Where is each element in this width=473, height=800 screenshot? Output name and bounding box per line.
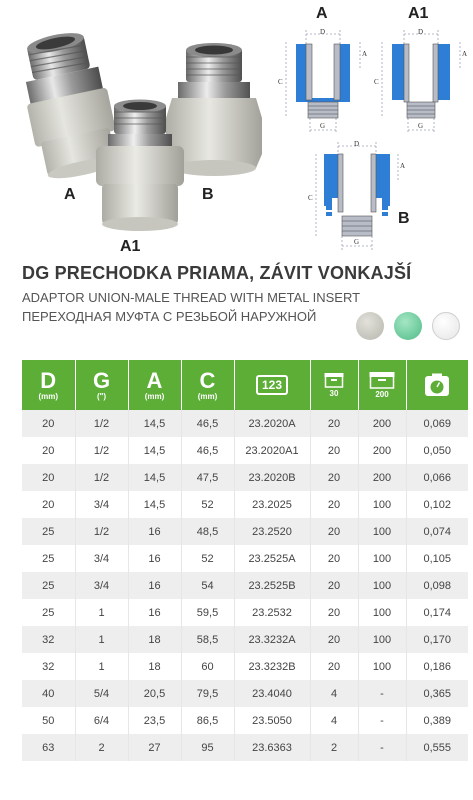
svg-text:G: G: [320, 122, 326, 130]
table-cell: 63: [22, 734, 75, 761]
table-cell: 0,555: [406, 734, 468, 761]
table-cell: 3/4: [75, 491, 128, 518]
fitting-photo-a1: [84, 96, 194, 236]
table-cell: -: [358, 734, 406, 761]
table-cell: 200: [358, 437, 406, 464]
table-cell: 3/4: [75, 545, 128, 572]
table-cell: 20: [310, 626, 358, 653]
color-swatch-green: [394, 312, 422, 340]
drawing-label-b: B: [398, 210, 410, 227]
table-cell: 0,389: [406, 707, 468, 734]
svg-text:C: C: [308, 194, 313, 202]
technical-drawing-a1: [374, 26, 469, 143]
table-cell: 20: [22, 410, 75, 437]
table-row: [22, 464, 468, 491]
table-cell: 20: [310, 545, 358, 572]
header-code: [234, 360, 310, 410]
table-cell: 52: [181, 545, 234, 572]
svg-text:A: A: [400, 162, 406, 170]
table-cell: 2: [310, 734, 358, 761]
table-cell: 6/4: [75, 707, 128, 734]
table-row: [22, 410, 468, 437]
table-cell: 200: [358, 464, 406, 491]
table-cell: 54: [181, 572, 234, 599]
header-a: A (mm): [128, 360, 181, 410]
table-cell: 0,098: [406, 572, 468, 599]
product-subtitle-russian: ПЕРЕХОДНАЯ МУФТА С РЕЗЬБОЙ НАРУЖНОЙ: [22, 309, 317, 324]
table-cell: 14,5: [128, 491, 181, 518]
table-row: [22, 518, 468, 545]
table-cell: 25: [22, 545, 75, 572]
table-cell: 40: [22, 680, 75, 707]
drawing-label-a1: A1: [408, 5, 429, 22]
photo-label-a1: A1: [120, 238, 141, 255]
table-cell: 23.6363: [234, 734, 310, 761]
table-header-row: [22, 360, 468, 410]
svg-text:A: A: [362, 50, 368, 58]
table-cell: 0,069: [406, 410, 468, 437]
header-weight: [406, 360, 468, 410]
table-cell: 20: [310, 464, 358, 491]
table-cell: 46,5: [181, 437, 234, 464]
color-swatches: [356, 312, 468, 342]
table-cell: 200: [358, 410, 406, 437]
table-cell: 59,5: [181, 599, 234, 626]
table-cell: 16: [128, 545, 181, 572]
code-badge-icon: 123: [256, 375, 288, 395]
table-cell: 20: [310, 410, 358, 437]
table-cell: 0,066: [406, 464, 468, 491]
table-row: [22, 437, 468, 464]
small-box-icon: [324, 372, 344, 388]
table-cell: 0,170: [406, 626, 468, 653]
table-cell: 100: [358, 545, 406, 572]
svg-text:G: G: [354, 238, 360, 246]
table-cell: 32: [22, 626, 75, 653]
table-cell: 14,5: [128, 410, 181, 437]
table-cell: 100: [358, 491, 406, 518]
table-cell: 1/2: [75, 518, 128, 545]
table-cell: 23,5: [128, 707, 181, 734]
photo-label-a: A: [64, 186, 76, 203]
svg-text:D: D: [354, 140, 360, 148]
table-cell: 27: [128, 734, 181, 761]
table-row: [22, 491, 468, 518]
table-cell: 23.2525A: [234, 545, 310, 572]
svg-text:C: C: [278, 78, 283, 86]
table-cell: 20: [22, 464, 75, 491]
dim-d-text: D: [320, 28, 326, 36]
table-cell: 0,050: [406, 437, 468, 464]
svg-text:D: D: [418, 28, 424, 36]
table-cell: 0,365: [406, 680, 468, 707]
table-cell: 23.2532: [234, 599, 310, 626]
table-cell: 25: [22, 518, 75, 545]
header-large-box: 200: [358, 360, 406, 410]
header-small-box: 30: [310, 360, 358, 410]
table-cell: 0,174: [406, 599, 468, 626]
table-cell: 23.2020A: [234, 410, 310, 437]
product-photos: [0, 0, 290, 262]
table-cell: 86,5: [181, 707, 234, 734]
table-cell: 25: [22, 599, 75, 626]
table-body: [22, 410, 468, 761]
table-cell: 2: [75, 734, 128, 761]
svg-text:A: A: [462, 50, 468, 58]
table-cell: 79,5: [181, 680, 234, 707]
table-cell: 100: [358, 653, 406, 680]
table-cell: 48,5: [181, 518, 234, 545]
table-cell: 14,5: [128, 464, 181, 491]
table-cell: 52: [181, 491, 234, 518]
product-subtitle-english: ADAPTOR UNION-MALE THREAD WITH METAL INSERT: [22, 290, 361, 305]
table-row: [22, 707, 468, 734]
table-cell: 1/2: [75, 464, 128, 491]
table-cell: 20: [310, 572, 358, 599]
table-cell: -: [358, 707, 406, 734]
table-cell: 23.3232A: [234, 626, 310, 653]
table-cell: 0,105: [406, 545, 468, 572]
product-title: DG PRECHODKA PRIAMA, ZÁVIT VONKAJŠÍ: [22, 263, 412, 283]
header-g: G ("): [75, 360, 128, 410]
specification-table: [22, 360, 468, 761]
table-cell: 47,5: [181, 464, 234, 491]
table-cell: 20: [310, 518, 358, 545]
technical-drawing-a: [276, 26, 371, 143]
table-cell: 32: [22, 653, 75, 680]
table-cell: 20: [310, 437, 358, 464]
table-cell: 23.3232B: [234, 653, 310, 680]
header-d: D (mm): [22, 360, 75, 410]
table-cell: 18: [128, 653, 181, 680]
table-cell: 100: [358, 572, 406, 599]
table-cell: 0,074: [406, 518, 468, 545]
table-cell: 1: [75, 626, 128, 653]
svg-text:C: C: [374, 78, 379, 86]
photo-label-b: B: [202, 186, 214, 203]
table-cell: 100: [358, 518, 406, 545]
table-cell: 0,186: [406, 653, 468, 680]
color-swatch-grey: [356, 312, 384, 340]
table-cell: 20: [22, 491, 75, 518]
table-cell: 3/4: [75, 572, 128, 599]
drawing-label-a: A: [316, 5, 328, 22]
table-row: [22, 680, 468, 707]
table-row: [22, 572, 468, 599]
table-cell: 0,102: [406, 491, 468, 518]
table-cell: 1: [75, 653, 128, 680]
table-cell: 50: [22, 707, 75, 734]
table-cell: 23.2020B: [234, 464, 310, 491]
table-row: [22, 545, 468, 572]
table-cell: 5/4: [75, 680, 128, 707]
table-cell: 23.2525B: [234, 572, 310, 599]
table-cell: 16: [128, 518, 181, 545]
table-cell: 58,5: [181, 626, 234, 653]
table-cell: 4: [310, 707, 358, 734]
large-box-icon: [369, 371, 395, 389]
table-row: [22, 626, 468, 653]
table-row: [22, 653, 468, 680]
table-cell: 100: [358, 626, 406, 653]
table-cell: 95: [181, 734, 234, 761]
scale-icon: [424, 373, 450, 397]
table-cell: 23.5050: [234, 707, 310, 734]
table-cell: 20: [310, 653, 358, 680]
table-cell: 16: [128, 599, 181, 626]
table-cell: 46,5: [181, 410, 234, 437]
table-cell: 1/2: [75, 410, 128, 437]
technical-drawing-b: [306, 140, 406, 257]
table-cell: -: [358, 680, 406, 707]
table-cell: 1/2: [75, 437, 128, 464]
table-cell: 23.4040: [234, 680, 310, 707]
table-cell: 1: [75, 599, 128, 626]
table-cell: 23.2025: [234, 491, 310, 518]
header-c: C (mm): [181, 360, 234, 410]
table-cell: 60: [181, 653, 234, 680]
table-cell: 18: [128, 626, 181, 653]
table-cell: 20,5: [128, 680, 181, 707]
svg-text:G: G: [418, 122, 424, 130]
table-row: [22, 599, 468, 626]
table-row: [22, 734, 468, 761]
table-cell: 14,5: [128, 437, 181, 464]
table-cell: 20: [22, 437, 75, 464]
table-cell: 23.2520: [234, 518, 310, 545]
table-cell: 20: [310, 491, 358, 518]
table-cell: 4: [310, 680, 358, 707]
table-cell: 16: [128, 572, 181, 599]
color-swatch-white: [432, 312, 460, 340]
table-cell: 23.2020A1: [234, 437, 310, 464]
table-cell: 25: [22, 572, 75, 599]
table-cell: 100: [358, 599, 406, 626]
table-cell: 20: [310, 599, 358, 626]
